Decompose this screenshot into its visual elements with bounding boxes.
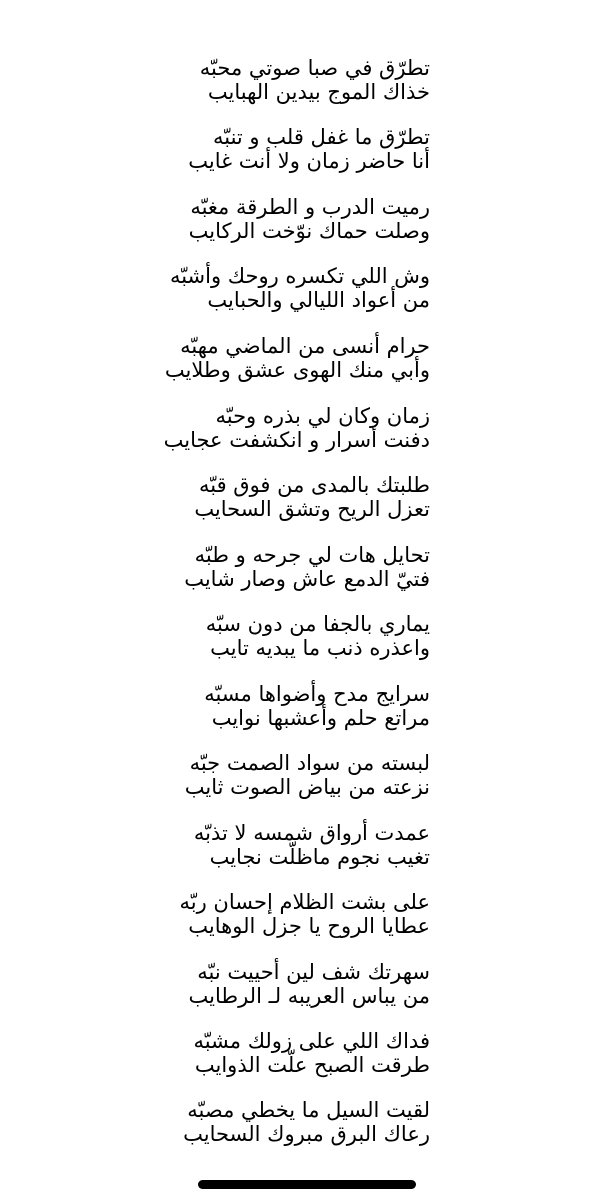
verse-line: واعذره ذنب ما يبديه تايب: [210, 636, 430, 660]
verse-line: يماري بالجفا من دون سبّه: [205, 612, 430, 636]
verse-line: تغيب نجوم ماظلّت نجايب: [209, 845, 430, 869]
verse-line: لقيت السيل ما يخطي مصبّه: [187, 1098, 430, 1122]
poem-stanza: [0, 751, 460, 799]
poem-stanza: [0, 612, 460, 660]
verse-line: تطرّق ما غفل قلب و تنبّه: [212, 125, 430, 149]
poem-stanza: [0, 195, 460, 243]
verse-line: من أعواد الليالي والحبايب: [207, 288, 430, 312]
poem-stanza: [0, 543, 460, 591]
verse-line: تطرّق في صبا صوتي محبّه: [199, 56, 430, 80]
verse-line: عطايا الروح يا جزل الوهايب: [188, 914, 430, 938]
home-indicator[interactable]: [198, 1180, 416, 1189]
poem-stanza: [0, 264, 460, 312]
poem-stanza: [0, 473, 460, 521]
verse-line: عمدت أرواق شمسه لا تذبّه: [193, 821, 430, 845]
verse-line: تعزل الريح وتشق السحايب: [194, 497, 430, 521]
verse-line: نزعته من بياض الصوت ثايب: [184, 775, 430, 799]
verse-line: زمان وكان لي بذره وحبّه: [215, 404, 430, 428]
verse-line: خذاك الموج بيدين الهبايب: [207, 80, 430, 104]
poem-stanza: [0, 56, 460, 104]
poem-stanza: [0, 125, 460, 173]
verse-line: لبسته من سواد الصمت جبّه: [189, 751, 430, 775]
verse-line: مراتع حلم وأعشبها نوايب: [211, 706, 430, 730]
verse-line: تحايل هات لي جرحه و طبّه: [194, 543, 430, 567]
verse-line: من يباس العريبه لـ الرطايب: [188, 984, 430, 1008]
poem-stanza: [0, 1098, 460, 1146]
verse-line: طلبتك بالمدى من فوق قبّه: [198, 473, 430, 497]
poem-stanza: [0, 682, 460, 730]
verse-line: سهرتك شف لين أحييت نبّه: [197, 960, 430, 984]
verse-line: وصلت حماك نوّخت الركايب: [188, 219, 430, 243]
poem-stanza: [0, 404, 460, 452]
verse-line: دفنت أسرار و انكشفت عجايب: [163, 428, 430, 452]
verse-line: سرايج مدح وأضواها مسبّه: [204, 682, 430, 706]
verse-line: وأبي منك الهوى عشق وطلايب: [164, 358, 430, 382]
verse-line: على بشت الظلام إحسان ربّه: [179, 890, 430, 914]
poem-stanza: [0, 821, 460, 869]
poem-stanza: [0, 334, 460, 382]
verse-line: حرام أنسى من الماضي مهبّه: [180, 334, 430, 358]
poem-stanza: [0, 960, 460, 1008]
verse-line: وش اللي تكسره روحك وأشبّه: [169, 264, 430, 288]
verse-line: فتيّ الدمع عاش وصار شايب: [184, 567, 430, 591]
verse-line: أنا حاضر زمان ولا أنت غايب: [188, 149, 430, 173]
verse-line: فداك اللي على زولك مشبّه: [193, 1029, 430, 1053]
verse-line: رعاك البرق مبروك السحايب: [183, 1122, 430, 1146]
poem-stanza: [0, 890, 460, 938]
verse-line: طرقت الصبح علّت الذوايب: [194, 1053, 430, 1077]
poem-stanza: [0, 1029, 460, 1077]
verse-line: رميت الدرب و الطرقة مغبّه: [190, 195, 430, 219]
